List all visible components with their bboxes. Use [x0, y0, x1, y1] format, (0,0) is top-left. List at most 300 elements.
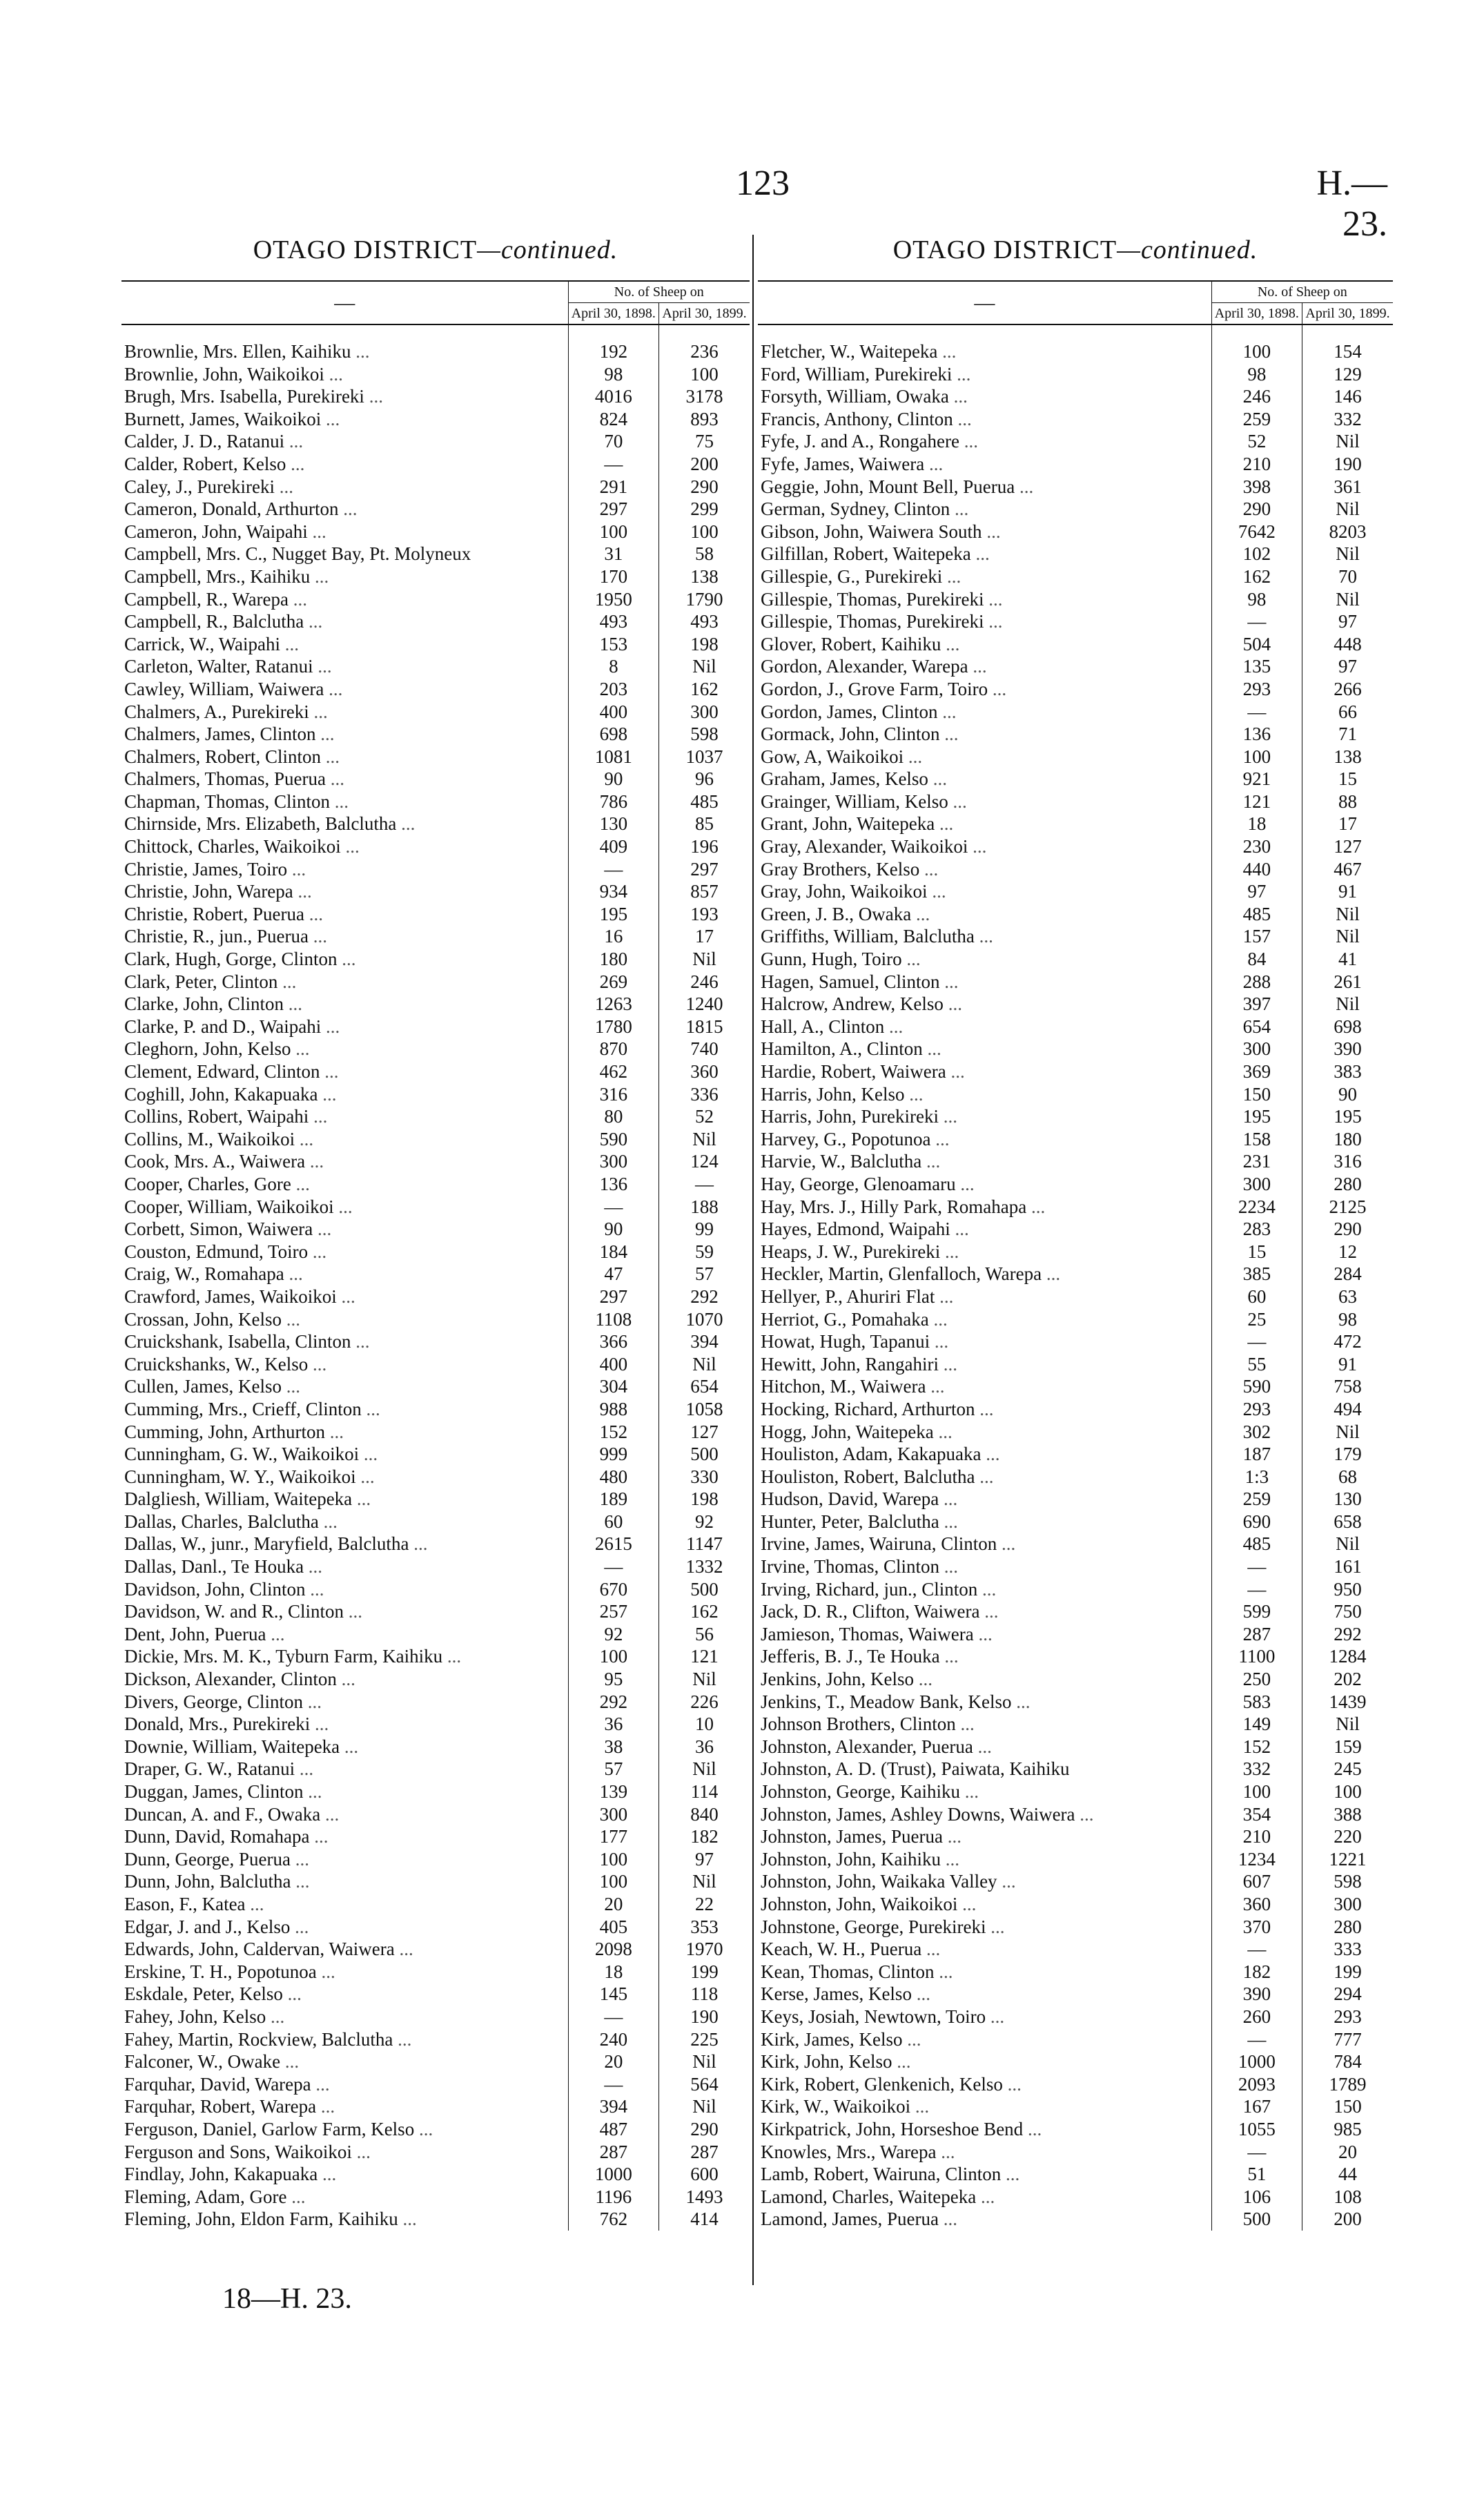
owner-name [121, 1105, 568, 1128]
column-divider [752, 235, 754, 2285]
sheep-1899: 200 [1302, 2208, 1393, 2231]
sheep-1898: 293 [1211, 1398, 1302, 1421]
leader-dots: ... [939, 813, 954, 835]
sheep-1899: 200 [659, 453, 750, 476]
sheep-1899: 56 [659, 1623, 750, 1646]
leader-dots: ... [293, 588, 308, 610]
table-row [758, 813, 1393, 835]
owner-name [758, 1308, 1211, 1331]
owner-name [121, 2141, 568, 2164]
owner-name-text: Lamond, James, Puerua [761, 2208, 939, 2230]
sheep-1899: 1789 [1302, 2073, 1393, 2096]
owner-name [121, 2028, 568, 2051]
sheep-1899: 190 [1302, 453, 1393, 476]
owner-name [121, 2073, 568, 2096]
sheep-1898: 158 [1211, 1128, 1302, 1151]
owner-name [121, 1060, 568, 1083]
leader-dots: ... [933, 1308, 948, 1330]
owner-name [121, 430, 568, 453]
sheep-1899: 290 [1302, 1218, 1393, 1241]
leader-dots: ... [944, 1488, 958, 1510]
sheep-1899: Nil [659, 2095, 750, 2118]
owner-name [121, 925, 568, 948]
sheep-1899: 654 [659, 1375, 750, 1398]
sheep-1899: 293 [1302, 2006, 1393, 2028]
right-sheep-table [758, 280, 1393, 2231]
table-row [758, 1961, 1393, 1983]
sheep-1898: 824 [568, 408, 658, 431]
sheep-1899: 266 [1302, 678, 1393, 701]
sheep-1899: 300 [1302, 1893, 1393, 1916]
sheep-1899: 394 [659, 1330, 750, 1353]
owner-name-text: Jefferis, B. J., Te Houka [761, 1646, 940, 1667]
table-row [758, 655, 1393, 678]
leader-dots: ... [289, 431, 304, 452]
sheep-1899: Nil [1302, 543, 1393, 565]
table-row [121, 1060, 750, 1083]
owner-name-text: Johnston, James, Puerua [761, 1826, 943, 1847]
table-row [758, 324, 1393, 363]
leader-dots: ... [329, 1421, 344, 1442]
owner-name [758, 1421, 1211, 1444]
table-row [121, 1848, 750, 1871]
leader-dots: ... [946, 633, 960, 654]
leader-dots: ... [907, 2028, 921, 2050]
owner-name-text: Christie, R., jun., Puerua [124, 926, 309, 947]
leader-dots: ... [955, 1219, 969, 1240]
owner-name-text: Kirk, W., Waikoikoi [761, 2096, 911, 2117]
table-row [121, 2028, 750, 2051]
sheep-1898: 304 [568, 1375, 658, 1398]
sheep-1899: 1070 [659, 1308, 750, 1331]
owner-name [758, 1533, 1211, 1555]
table-row [121, 971, 750, 993]
sheep-1899: 124 [659, 1150, 750, 1173]
table-row [758, 1780, 1393, 1803]
owner-name [121, 655, 568, 678]
table-row [121, 1780, 750, 1803]
leader-dots: ... [950, 1061, 965, 1082]
table-row [758, 1511, 1393, 1533]
owner-name-text: Hudson, David, Warepa [761, 1488, 939, 1510]
sheep-1899: 226 [659, 1691, 750, 1714]
sheep-1899: 448 [1302, 633, 1393, 656]
sheep-1898: 210 [1211, 453, 1302, 476]
owner-name-text: Harris, John, Kelso [761, 1083, 905, 1105]
table-row [121, 1870, 750, 1893]
leader-dots: ... [1002, 1871, 1016, 1892]
owner-name-text: Campbell, Mrs. C., Nugget Bay, Pt. Molyneux [124, 543, 471, 565]
table-row [758, 2095, 1393, 2118]
leader-dots: ... [946, 565, 961, 587]
sheep-1899: Nil [659, 1128, 750, 1151]
owner-name-text: Kirkpatrick, John, Horseshoe Bend [761, 2118, 1024, 2139]
leader-dots: ... [447, 1646, 462, 1667]
sheep-1898: 698 [568, 723, 658, 746]
table-row [121, 701, 750, 724]
sheep-1898: 288 [1211, 971, 1302, 993]
owner-name [121, 1780, 568, 1803]
owner-name-text: Fletcher, W., Waitepeka [761, 341, 938, 362]
table-row [121, 1128, 750, 1151]
sheep-1898: 121 [1211, 790, 1302, 813]
leader-dots: ... [982, 1578, 997, 1600]
owner-name-text: Coghill, John, Kakapuaka [124, 1083, 318, 1105]
table-row [758, 1825, 1393, 1848]
owner-name-text: Falconer, W., Owake [124, 2051, 281, 2072]
table-row [121, 1241, 750, 1263]
owner-name-text: Dallas, W., junr., Maryfield, Balclutha [124, 1533, 409, 1555]
sheep-1898: 102 [1211, 543, 1302, 565]
sheep-1898: 485 [1211, 903, 1302, 926]
sheep-1899: Nil [1302, 1713, 1393, 1736]
leader-dots: ... [402, 2208, 417, 2230]
sheep-1899: 388 [1302, 1803, 1393, 1826]
owner-name [758, 2141, 1211, 2164]
owner-name [121, 1578, 568, 1601]
owner-name [121, 1488, 568, 1511]
leader-dots: ... [295, 1916, 309, 1937]
owner-name-text: Hocking, Richard, Arthurton [761, 1398, 975, 1419]
owner-name [758, 498, 1211, 521]
owner-name [121, 1285, 568, 1308]
table-row [121, 408, 750, 431]
sheep-1898: 84 [1211, 948, 1302, 971]
owner-name [758, 2028, 1211, 2051]
table-row [121, 2186, 750, 2208]
sheep-1898: 921 [1211, 768, 1302, 790]
leader-dots: ... [295, 1038, 310, 1060]
owner-name [121, 2006, 568, 2028]
table-row [121, 1555, 750, 1578]
owner-name [758, 363, 1211, 386]
sheep-1898: 230 [1211, 835, 1302, 858]
sheep-1899: 130 [1302, 1488, 1393, 1511]
owner-name-text: Fahey, Martin, Rockview, Balclutha [124, 2028, 393, 2050]
owner-name [121, 993, 568, 1016]
owner-name [121, 903, 568, 926]
sheep-1899: 100 [1302, 1780, 1393, 1803]
table-row [121, 790, 750, 813]
owner-name-text: Gibson, John, Waiwera South [761, 521, 982, 542]
leader-dots: ... [313, 1106, 328, 1127]
table-row [758, 1466, 1393, 1488]
owner-name [758, 1916, 1211, 1939]
leader-dots: ... [973, 836, 987, 857]
sheep-1898: 57 [568, 1758, 658, 1780]
table-row [758, 2141, 1393, 2164]
table-row [121, 1623, 750, 1646]
owner-name-text: Cleghorn, John, Kelso [124, 1038, 291, 1060]
sheep-1898: — [1211, 1555, 1302, 1578]
owner-name-text: Johnstone, George, Purekireki [761, 1916, 986, 1937]
sheep-1899: 1147 [659, 1533, 750, 1555]
sheep-1899: 195 [1302, 1105, 1393, 1128]
owner-name-text: Dallas, Charles, Balclutha [124, 1511, 319, 1532]
sheep-1898: 1108 [568, 1308, 658, 1331]
table-row [758, 1555, 1393, 1578]
owner-name [121, 1196, 568, 1219]
table-row [121, 1578, 750, 1601]
leader-dots: ... [310, 1578, 324, 1600]
owner-name [758, 1128, 1211, 1151]
owner-name-text: Crossan, John, Kelso [124, 1308, 282, 1330]
sheep-1899: 1284 [1302, 1645, 1393, 1668]
leader-dots: ... [979, 1466, 994, 1487]
sheep-1898: — [1211, 1938, 1302, 1961]
table-row [121, 1083, 750, 1106]
sheep-1899: Nil [1302, 903, 1393, 926]
leader-dots: ... [334, 790, 349, 812]
owner-name-text: Kirk, Robert, Glenkenich, Kelso [761, 2073, 1003, 2095]
owner-name [758, 1263, 1211, 1285]
leader-dots: ... [957, 363, 971, 385]
owner-name [121, 1241, 568, 1263]
sheep-1898: 400 [568, 701, 658, 724]
sheep-1898: — [568, 1196, 658, 1219]
leader-dots: ... [1046, 1263, 1061, 1285]
sheep-1898: 136 [1211, 723, 1302, 746]
sheep-1899: 245 [1302, 1758, 1393, 1780]
sheep-1898: 670 [568, 1578, 658, 1601]
leader-dots: ... [318, 1219, 332, 1240]
sheep-1899: 598 [1302, 1870, 1393, 1893]
sheep-1898: 52 [1211, 430, 1302, 453]
sheep-1899: 299 [659, 498, 750, 521]
sheep-1898: 390 [1211, 1983, 1302, 2006]
leader-dots: ... [990, 1916, 1005, 1937]
sheep-1898: 98 [568, 363, 658, 386]
sheep-1898: 47 [568, 1263, 658, 1285]
sheep-1898: 192 [568, 324, 658, 363]
owner-name-text: Calder, Robert, Kelso [124, 453, 286, 474]
table-row [121, 1600, 750, 1623]
leader-dots: ... [330, 768, 344, 790]
table-row [758, 790, 1393, 813]
sheep-1898: 8 [568, 655, 658, 678]
sheep-1898: 259 [1211, 1488, 1302, 1511]
leader-dots: ... [297, 881, 312, 902]
leader-dots: ... [315, 2073, 330, 2095]
leader-dots: ... [291, 858, 306, 880]
sheep-1899: Nil [659, 1668, 750, 1691]
sheep-1898: 100 [1211, 746, 1302, 768]
table-row [758, 453, 1393, 476]
sheep-1898: 18 [568, 1961, 658, 1983]
sheep-1898: 20 [568, 2050, 658, 2073]
owner-name-text: Craig, W., Romahapa [124, 1263, 284, 1285]
owner-name-text: Johnston, A. D. (Trust), Paiwata, Kaihiku [761, 1758, 1070, 1780]
owner-name-text: Cooper, Charles, Gore [124, 1173, 291, 1194]
owner-name-text: Grainger, William, Kelso [761, 790, 948, 812]
table-row [121, 1263, 750, 1285]
table-row [758, 1691, 1393, 1714]
leader-dots: ... [344, 1736, 359, 1757]
owner-name [758, 1016, 1211, 1038]
owner-name [121, 2163, 568, 2186]
owner-name [758, 746, 1211, 768]
owner-name-text: Dunn, David, Romahapa [124, 1826, 310, 1847]
owner-name [758, 971, 1211, 993]
sheep-1899: 220 [1302, 1825, 1393, 1848]
owner-name-text: Irving, Richard, jun., Clinton [761, 1578, 978, 1600]
sheep-1899: Nil [1302, 588, 1393, 611]
owner-name [758, 1038, 1211, 1060]
owner-name [758, 1218, 1211, 1241]
sheep-1898: 184 [568, 1241, 658, 1263]
sheep-1898: 240 [568, 2028, 658, 2051]
leader-dots: ... [360, 1466, 375, 1487]
sheep-1899: 36 [659, 1736, 750, 1758]
leader-dots: ... [369, 386, 383, 407]
owner-name-text: Dunn, George, Puerua [124, 1848, 291, 1870]
table-row [758, 2163, 1393, 2186]
owner-name [121, 1263, 568, 1285]
leader-dots: ... [973, 656, 987, 677]
sheep-1899: 598 [659, 723, 750, 746]
table-row [758, 498, 1393, 521]
owner-name-text: Kirk, James, Kelso [761, 2028, 903, 2050]
sheep-1898: 1234 [1211, 1848, 1302, 1871]
leader-dots: ... [1007, 2073, 1022, 2095]
table-row [758, 2118, 1393, 2141]
sheep-1899: 188 [659, 1196, 750, 1219]
owner-name-text: Gray Brothers, Kelso [761, 858, 920, 880]
owner-name-text: Christie, John, Warepa [124, 881, 293, 902]
owner-name [758, 453, 1211, 476]
owner-name [758, 1353, 1211, 1376]
page-reference: H.—23. [1316, 164, 1387, 244]
table-row [758, 1623, 1393, 1646]
table-row [758, 543, 1393, 565]
owner-name [121, 588, 568, 611]
sheep-1899: 12 [1302, 1241, 1393, 1263]
sheep-1898: 291 [568, 476, 658, 498]
leader-dots: ... [299, 1758, 314, 1780]
leader-dots: ... [356, 1488, 371, 1510]
owner-name [121, 1128, 568, 1151]
sheep-1898: — [1211, 701, 1302, 724]
owner-name [758, 385, 1211, 408]
sheep-1899: 8203 [1302, 521, 1393, 543]
sheep-1898: 2098 [568, 1938, 658, 1961]
sheep-1898: 397 [1211, 993, 1302, 1016]
table-row [121, 565, 750, 588]
owner-name-text: Ford, William, Purekireki [761, 363, 953, 385]
sheep-1899: 740 [659, 1038, 750, 1060]
owner-name-text: Gillespie, Thomas, Purekireki [761, 588, 984, 610]
sheep-1899: 121 [659, 1645, 750, 1668]
owner-name-text: Hardie, Robert, Waiwera [761, 1061, 946, 1082]
sheep-1898: — [1211, 1330, 1302, 1353]
owner-name [121, 948, 568, 971]
sheep-1898: 100 [568, 1645, 658, 1668]
owner-name-text: Harvie, W., Balclutha [761, 1151, 922, 1172]
sheep-1898: 654 [1211, 1016, 1302, 1038]
owner-name-text: Erskine, T. H., Popotunoa [124, 1961, 317, 1982]
leader-dots: ... [986, 1444, 1000, 1465]
leader-dots: ... [363, 1444, 378, 1465]
sheep-1899: Nil [1302, 430, 1393, 453]
owner-name [758, 476, 1211, 498]
owner-name-text: Collins, Robert, Waipahi [124, 1106, 309, 1127]
left-sheep-table [121, 280, 750, 2231]
leader-dots: ... [320, 2096, 335, 2117]
sheep-1898: 690 [1211, 1511, 1302, 1533]
owner-name [121, 880, 568, 903]
table-row [758, 521, 1393, 543]
leader-dots: ... [915, 903, 930, 924]
owner-name [121, 1353, 568, 1376]
owner-name-text: German, Sydney, Clinton [761, 498, 950, 520]
sheep-1898: 167 [1211, 2095, 1302, 2118]
sheep-1899: 1970 [659, 1938, 750, 1961]
owner-name-text: Chirnside, Mrs. Elizabeth, Balclutha [124, 813, 397, 835]
leader-dots: ... [964, 1781, 979, 1802]
sheep-1898: 1196 [568, 2186, 658, 2208]
owner-name [121, 858, 568, 881]
owner-name-text: Clarke, P. and D., Waipahi [124, 1016, 322, 1037]
owner-name-text: Hellyer, P., Ahuriri Flat [761, 1285, 935, 1307]
table-row [121, 1645, 750, 1668]
sheep-1899: 1493 [659, 2186, 750, 2208]
owner-name-text: Carleton, Walter, Ratanui [124, 656, 313, 677]
sheep-1898: 485 [1211, 1533, 1302, 1555]
leader-dots: ... [943, 1353, 957, 1375]
table-row [758, 1353, 1393, 1376]
table-row [758, 1983, 1393, 2006]
leader-dots: ... [977, 1736, 992, 1757]
owner-name-text: Cunningham, W. Y., Waikoikoi [124, 1466, 356, 1487]
owner-name [758, 633, 1211, 656]
sheep-1899: 17 [1302, 813, 1393, 835]
owner-name [121, 1150, 568, 1173]
owner-name [758, 1196, 1211, 1219]
table-row [121, 2095, 750, 2118]
owner-name-text: Gordon, Alexander, Warepa [761, 656, 968, 677]
owner-name [758, 1285, 1211, 1308]
leader-dots: ... [933, 768, 947, 790]
table-row [121, 1285, 750, 1308]
sheep-1899: 59 [659, 1241, 750, 1263]
leader-dots: ... [286, 1308, 300, 1330]
owner-name [121, 453, 568, 476]
owner-name [121, 1713, 568, 1736]
owner-name [121, 1916, 568, 1939]
owner-name [121, 1758, 568, 1780]
owner-name [758, 2163, 1211, 2186]
owner-name-text: Johnston, Alexander, Puerua [761, 1736, 973, 1757]
owner-name-text: Cameron, John, Waipahi [124, 521, 308, 542]
leader-dots: ... [309, 1151, 324, 1172]
sheep-1898: 1000 [568, 2163, 658, 2186]
leader-dots: ... [941, 2141, 955, 2162]
owner-name-text: Brownlie, John, Waikoikoi [124, 363, 324, 385]
sheep-1898: 283 [1211, 1218, 1302, 1241]
sheep-1898: 70 [568, 430, 658, 453]
table-row [758, 1578, 1393, 1601]
owner-name [121, 385, 568, 408]
sheep-1898: 180 [568, 948, 658, 971]
sheep-1899: 88 [1302, 790, 1393, 813]
table-row [758, 1421, 1393, 1444]
table-row [121, 2050, 750, 2073]
owner-name-text: Glover, Robert, Kaihiku [761, 633, 941, 654]
table-row [758, 1916, 1393, 1939]
table-row [758, 723, 1393, 746]
owner-name [758, 1241, 1211, 1263]
leader-dots: ... [323, 1511, 338, 1532]
